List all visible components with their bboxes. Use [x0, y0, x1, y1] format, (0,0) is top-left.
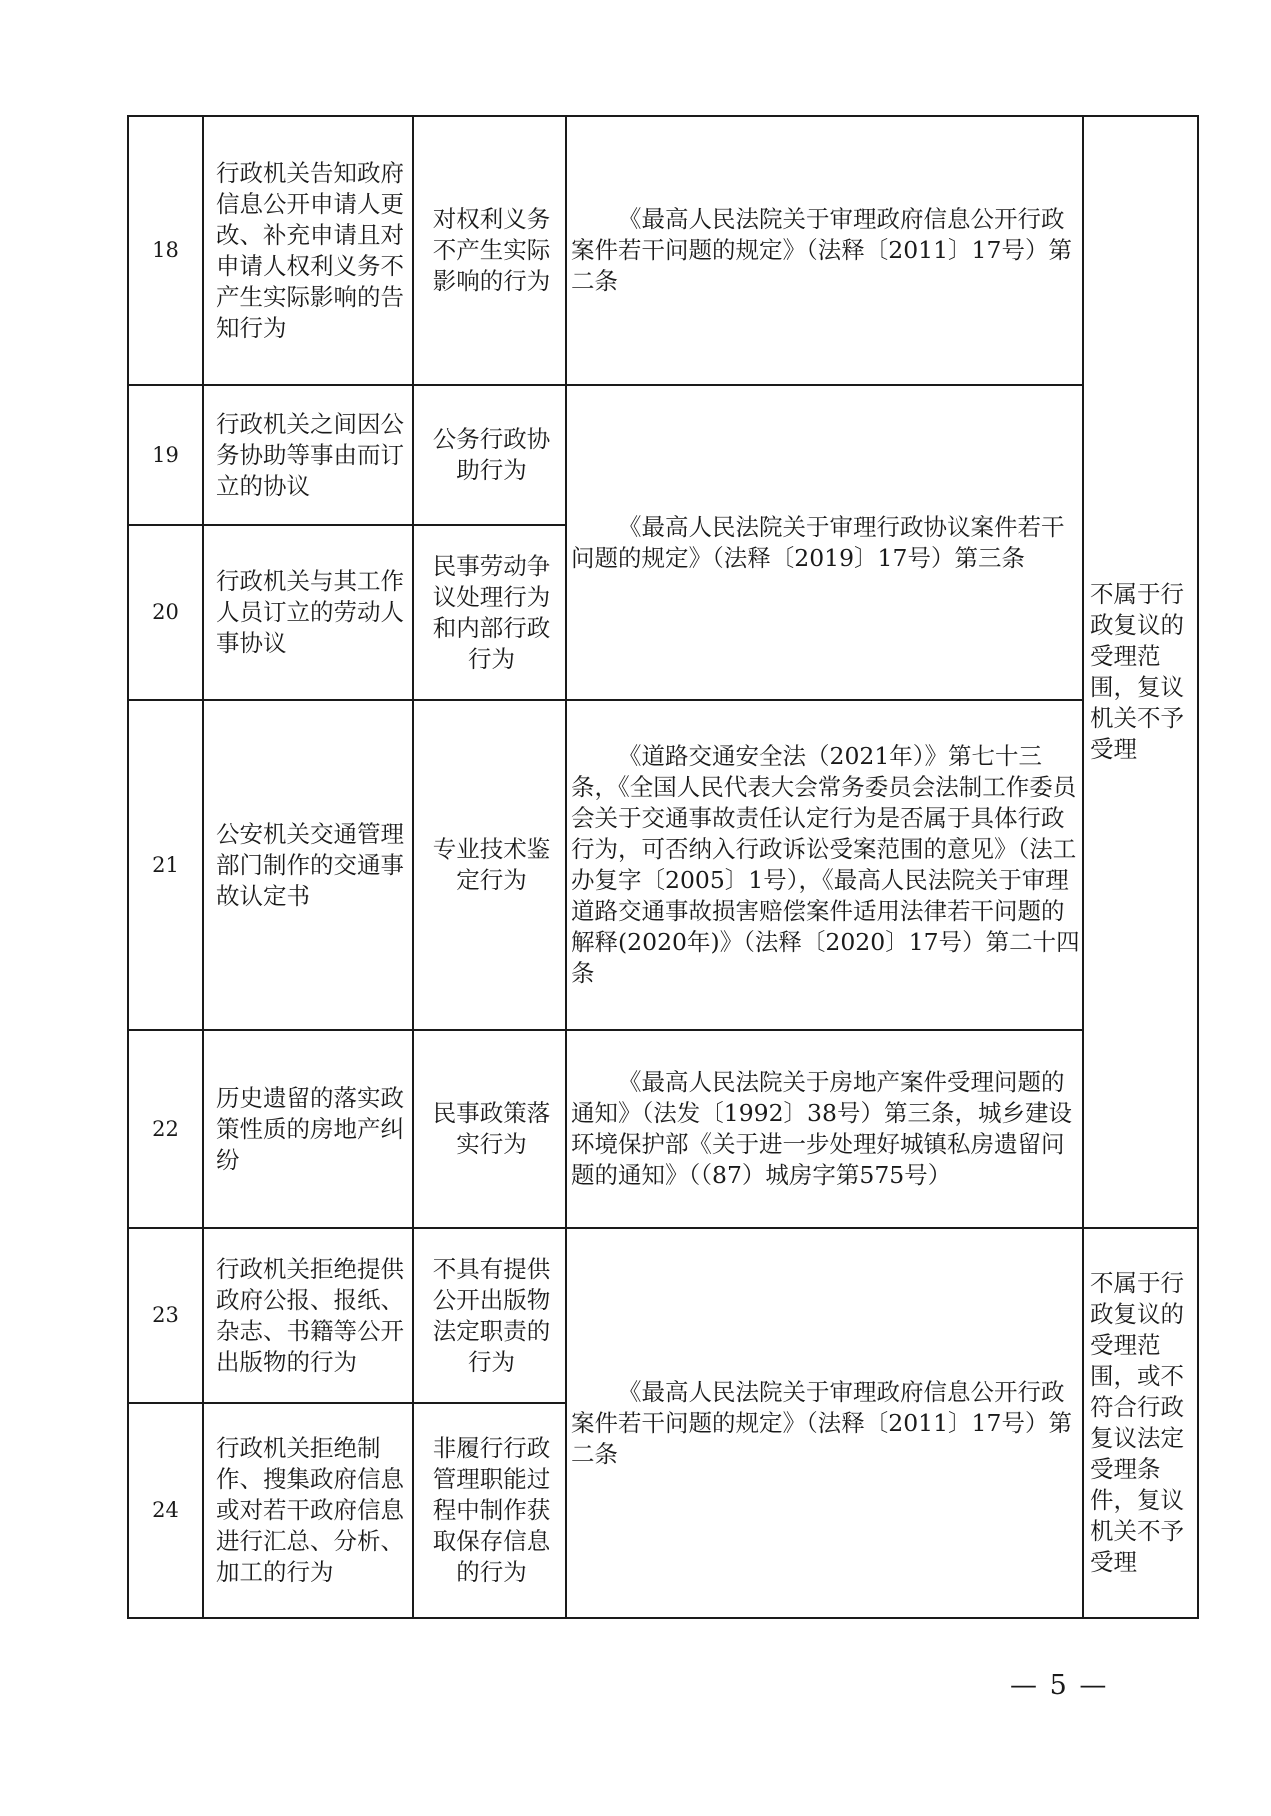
behavior-nature: 专业技术鉴定行为 — [413, 700, 566, 1030]
behavior-description: 行政机关之间因公务协助等事由而订立的协议 — [203, 385, 413, 525]
behavior-description: 行政机关告知政府信息公开申请人更改、补充申请且对申请人权利义务不产生实际影响的告知行为 — [203, 116, 413, 385]
table-row — [128, 700, 1198, 1030]
behavior-description: 行政机关与其工作人员订立的劳动人事协议 — [203, 525, 413, 700]
page-number: — 5 — — [1010, 1670, 1109, 1701]
row-number: 23 — [128, 1228, 203, 1403]
legal-basis-text: 《道路交通安全法（2021年）》第七十三条，《全国人民代表大会常务委员会法制工作委员会关于交通事故责任认定行为是否属于具体行政行为，可否纳入行政诉讼受案范围的意见》（法工办复字〔2005〕1号），《最高人民法院关于审理道路交通事故损害赔偿案件适用法律若干问题的解释(2020年)》（法释〔2020〕17号）第二十四条 — [571, 742, 1080, 987]
table-row — [128, 385, 1198, 525]
behavior-nature: 民事政策落实行为 — [413, 1030, 566, 1228]
behavior-description: 公安机关交通管理部门制作的交通事故认定书 — [203, 700, 413, 1030]
row-number: 19 — [128, 385, 203, 525]
behavior-description: 行政机关拒绝制作、搜集政府信息或对若干政府信息进行汇总、分析、加工的行为 — [203, 1403, 413, 1618]
table-row — [128, 1030, 1198, 1228]
behavior-description: 行政机关拒绝提供政府公报、报纸、杂志、书籍等公开出版物的行为 — [203, 1228, 413, 1403]
table-row — [128, 116, 1198, 385]
behavior-nature: 不具有提供公开出版物法定职责的行为 — [413, 1228, 566, 1403]
legal-basis — [566, 700, 1083, 1030]
handling-result: 不属于行政复议的受理范围，复议机关不予受理 — [1083, 116, 1198, 1228]
legal-basis — [566, 116, 1083, 385]
row-number: 24 — [128, 1403, 203, 1618]
row-number: 20 — [128, 525, 203, 700]
legal-basis-text: 《最高人民法院关于审理政府信息公开行政案件若干问题的规定》（法释〔2011〕17号）第二条 — [571, 205, 1072, 295]
legal-basis — [566, 385, 1083, 700]
legal-basis-text: 《最高人民法院关于审理行政协议案件若干问题的规定》（法释〔2019〕17号）第三条 — [571, 512, 1065, 572]
handling-result: 不属于行政复议的受理范围，或不符合行政复议法定受理条件，复议机关不予受理 — [1083, 1228, 1198, 1618]
legal-basis — [566, 1228, 1083, 1618]
table-row — [128, 1228, 1198, 1403]
behavior-nature: 非履行行政管理职能过程中制作获取保存信息的行为 — [413, 1403, 566, 1618]
regulation-table — [127, 115, 1199, 1619]
legal-basis-text: 《最高人民法院关于审理政府信息公开行政案件若干问题的规定》（法释〔2011〕17号）第二条 — [571, 1377, 1072, 1468]
behavior-nature: 公务行政协助行为 — [413, 385, 566, 525]
row-number: 22 — [128, 1030, 203, 1228]
legal-basis — [566, 1030, 1083, 1228]
behavior-nature: 民事劳动争议处理行为和内部行政行为 — [413, 525, 566, 700]
row-number: 21 — [128, 700, 203, 1030]
legal-basis-text: 《最高人民法院关于房地产案件受理问题的通知》（法发〔1992〕38号）第三条，城乡建设环境保护部《关于进一步处理好城镇私房遗留问题的通知》（（87）城房字第575号） — [571, 1068, 1072, 1189]
row-number: 18 — [128, 116, 203, 385]
behavior-nature: 对权利义务不产生实际影响的行为 — [413, 116, 566, 385]
behavior-description: 历史遗留的落实政策性质的房地产纠纷 — [203, 1030, 413, 1228]
